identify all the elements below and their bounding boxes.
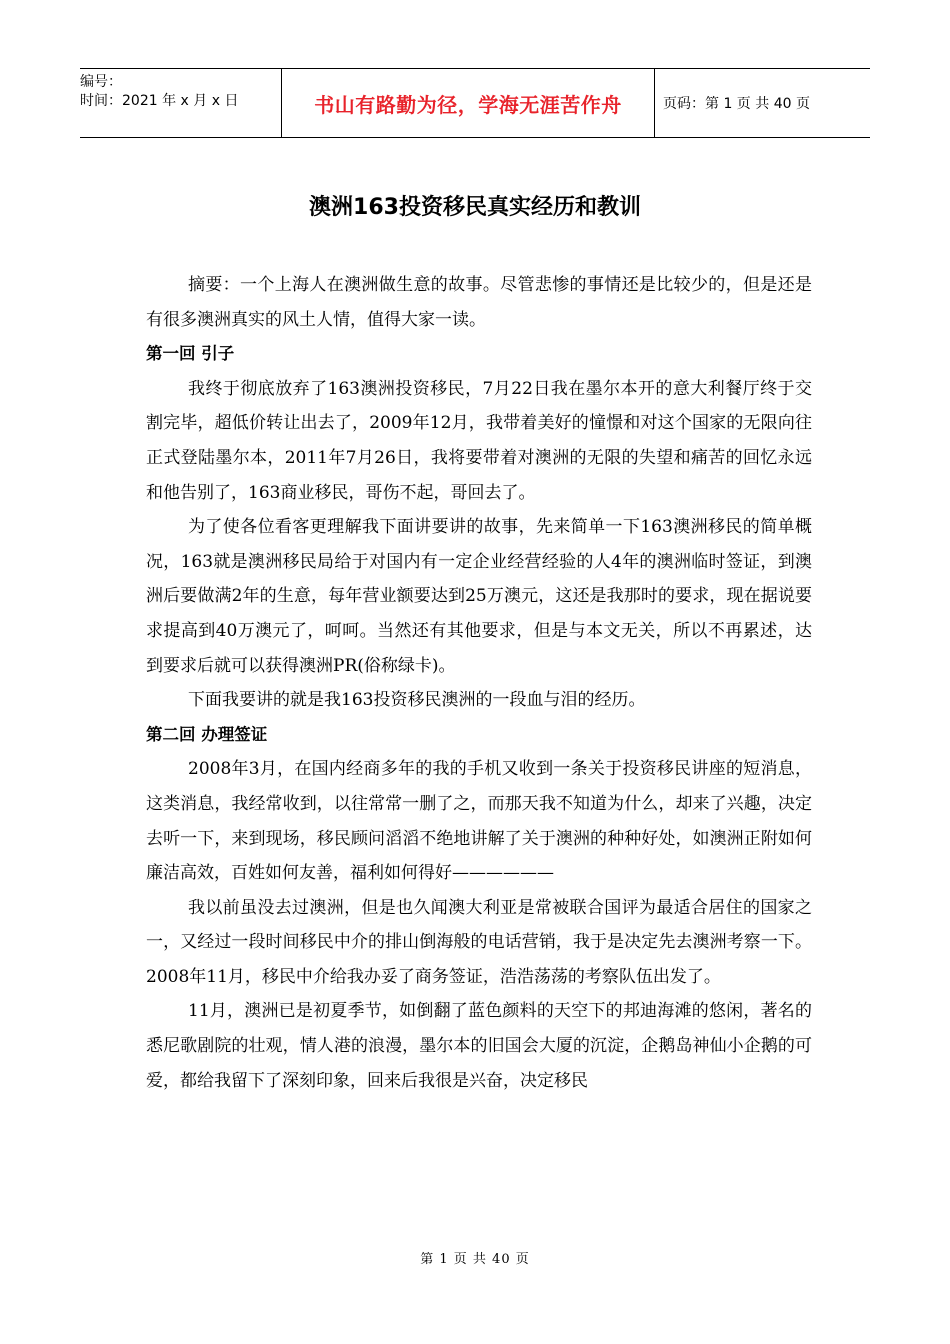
- paragraph: 11月，澳洲已是初夏季节，如倒翻了蓝色颜料的天空下的邦迪海滩的悠闲，著名的悉尼歌剧院的壮观，情人港的浪漫，墨尔本的旧国会大厦的沉淀，企鹅岛神仙小企鹅的可爱，都给我留下了深刻印象，回来后我很是兴奋，决定移民: [146, 1001, 812, 1091]
- paragraph: 为了使各位看客更理解我下面讲要讲的故事，先来简单一下163澳洲移民的简单概况，163就是澳洲移民局给于对国内有一定企业经营经验的人4年的澳洲临时签证，到澳洲后要做满2年的生意，每年营业额要达到25万澳元，这还是我那时的要求，现在据说要求提高到40万澳元了，呵呵。当然还有其他要求，但是与本文无关，所以不再累述，达到要求后就可以获得澳洲PR(俗称绿卡)。: [146, 517, 812, 676]
- abstract-paragraph: 摘要：一个上海人在澳洲做生意的故事。尽管悲惨的事情还是比较少的，但是还是有很多澳洲真实的风土人情，值得大家一读。: [146, 275, 812, 330]
- document-header: [80, 68, 870, 138]
- header-number-label: 编号：: [80, 74, 122, 90]
- header-meta: [80, 69, 280, 137]
- section-heading-1: 第一回 引子: [146, 344, 235, 364]
- paragraph: 下面我要讲的就是我163投资移民澳洲的一段血与泪的经历。: [188, 690, 646, 711]
- paragraph: 2008年3月，在国内经商多年的我的手机又收到一条关于投资移民讲座的短消息，这类消息，我经常收到，以往常常一删了之，而那天我不知道为什么，却来了兴趣，决定去听一下，来到现场，移民顾问滔滔不绝地讲解了关于澳洲的种种好处，如澳洲正附如何廉洁高效，百姓如何友善，福利如何得好——————: [146, 759, 812, 884]
- header-date-label: 时间：2021 年 x 月 x 日: [80, 93, 239, 109]
- page-footer: 第 1 页 共 40 页: [420, 1252, 530, 1267]
- paragraph: 我以前虽没去过澳洲，但是也久闻澳大利亚是常被联合国评为最适合居住的国家之一，又经过一段时间移民中介的排山倒海般的电话营销，我于是决定先去澳洲考察一下。2008年11月，移民中介给我办妥了商务签证，浩浩荡荡的考察队伍出发了。: [146, 897, 812, 987]
- paragraph: 我终于彻底放弃了163澳洲投资移民，7月22日我在墨尔本开的意大利餐厅终于交割完毕，超低价转让出去了，2009年12月，我带着美好的憧憬和对这个国家的无限向往正式登陆墨尔本，2011年7月26日，我将要带着对澳洲的无限的失望和痛苦的回忆永远和他告别了，163商业移民，哥伤不起，哥回去了。: [146, 378, 812, 503]
- header-page-info: 页码：第 1 页 共 40 页: [663, 96, 810, 112]
- header-motto-cell: [281, 69, 655, 137]
- section-heading-2: 第二回 办理签证: [146, 724, 268, 744]
- document-title: 澳洲163投资移民真实经历和教训: [309, 195, 641, 220]
- header-motto: 书山有路勤为径，学海无涯苦作舟: [314, 92, 622, 117]
- document-body: [146, 268, 812, 1098]
